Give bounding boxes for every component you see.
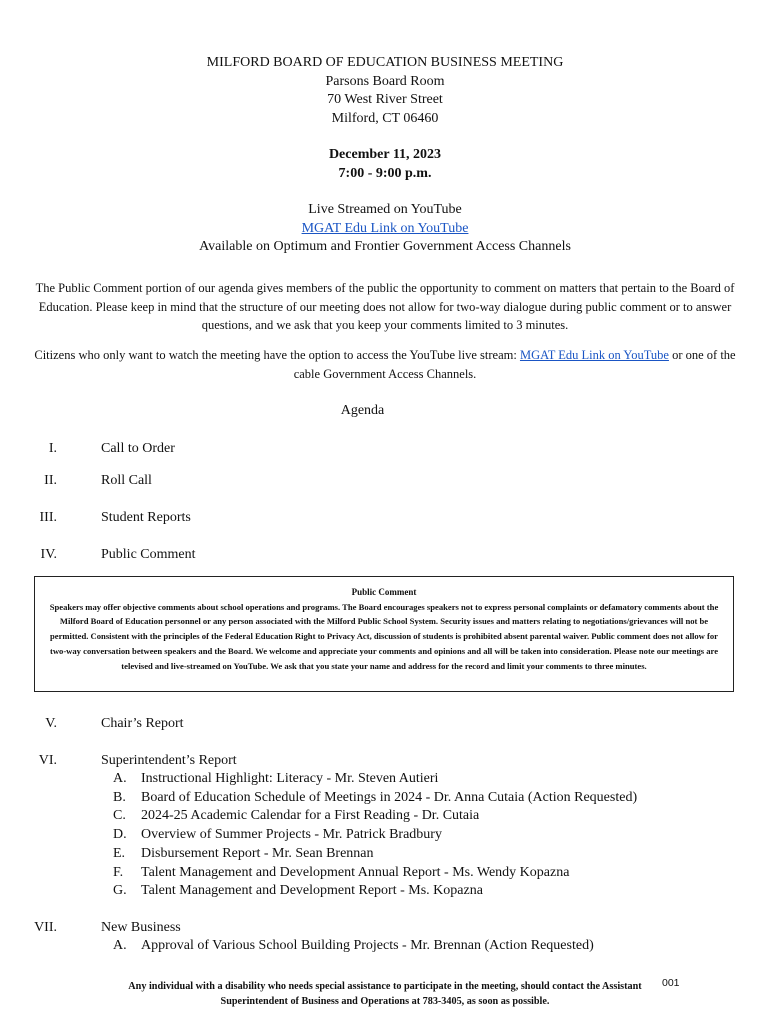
watch-note (30, 346, 740, 383)
meeting-city: Milford, CT 06460 (331, 110, 439, 126)
sub-item-letter: F. (113, 865, 124, 880)
youtube-link[interactable]: MGAT Edu Link on YouTube (301, 220, 469, 236)
sub-item-text: Talent Management and Development Report - Ms. Kopazna (141, 883, 483, 898)
meeting-room: Parsons Board Room (325, 73, 445, 89)
channels-note: Available on Optimum and Frontier Government Access Channels (199, 239, 571, 254)
agenda-item-label: Student Reports (101, 510, 191, 525)
agenda-item-number: IV. (40, 547, 57, 562)
sub-item-text: Disbursement Report - Mr. Sean Brennan (141, 846, 374, 861)
agenda-item-label: Public Comment (101, 547, 196, 562)
sub-item-text: Approval of Various School Building Projects - Mr. Brennan (Action Requested) (141, 938, 594, 953)
meeting-street: 70 West River Street (327, 92, 443, 107)
watch-note-tail: or one of the cable Government Access Channels. (293, 348, 736, 381)
agenda-item-label: Chair’s Report (101, 716, 184, 731)
agenda-item-number: I. (48, 441, 57, 456)
sub-item-text: Board of Education Schedule of Meetings in 2024 - Dr. Anna Cutaia (Action Requested) (141, 790, 638, 805)
sub-item-letter: E. (113, 846, 126, 861)
sub-item-letter: A. (113, 771, 127, 786)
meeting-time: 7:00 - 9:00 p.m. (338, 165, 432, 181)
agenda-item-label: New Business (101, 920, 181, 935)
sub-item-text: Instructional Highlight: Literacy - Mr. Steven Autieri (141, 771, 439, 786)
agenda-item-number: VI. (38, 753, 57, 768)
agenda-item-label: Call to Order (101, 441, 175, 456)
sub-item-letter: A. (113, 938, 127, 953)
sub-item-text: 2024-25 Academic Calendar for a First Reading - Dr. Cutaia (141, 808, 480, 823)
accessibility-footer: Any individual with a disability who needs special assistance to participate in the meeting, should contact the Assistant Superintendent of Business and Operations at 783-3405, as soon as possible. (128, 981, 642, 1007)
agenda-item-number: III. (39, 510, 57, 525)
sub-item-text: Talent Management and Development Annual Report - Ms. Wendy Kopazna (141, 865, 570, 880)
public-comment-intro: The Public Comment portion of our agenda gives members of the public the opportunity to comment on matters that pertain to the Board of Education. Please keep in mind that the structure of our meeting does not allow for two-way dialogue during public comment or to answer questions, and we ask that you keep your comments limited to 3 minutes. (35, 281, 735, 332)
meeting-title: MILFORD BOARD OF EDUCATION BUSINESS MEETING (206, 55, 564, 70)
agenda-item-number: V. (45, 716, 57, 731)
agenda-item-number: II. (44, 473, 57, 488)
sub-item-letter: D. (113, 827, 127, 842)
agenda-item-label: Superintendent’s Report (101, 753, 237, 768)
agenda-item-number: VII. (34, 920, 57, 935)
page-number: 001 (662, 977, 680, 989)
sub-item-letter: C. (113, 808, 126, 823)
public-comment-box-text: Speakers may offer objective comments about school operations and programs. The Board encourages speakers not to express personal complaints or defamatory comments about the Milford Board of Education personnel or any person associated with the Milford Public School System. Security issues and matters relating to negotiations/grievances will not be permitted. Consistent with the principles of the Federal Education Right to Privacy Act, discussion of students is prohibited absent parental waiver. Public comment does not allow for two-way conversation between speakers and the Board. We welcome and appreciate your comments and opinions and all will be taken into consideration. Please note our meetings are televised and live-streamed on YouTube. We ask that you state your name and address for the record and limit your comments to three minutes. (49, 601, 719, 671)
meeting-date: December 11, 2023 (328, 147, 442, 162)
watch-note-text: Citizens who only want to watch the meeting have the option to access the YouTube live stream: (34, 348, 520, 362)
meeting-header (0, 54, 770, 257)
public-comment-box-title: Public Comment (351, 587, 417, 597)
stream-label: Live Streamed on YouTube (308, 202, 462, 217)
youtube-link-inline[interactable]: MGAT Edu Link on YouTube (519, 348, 669, 362)
sub-item-text: Overview of Summer Projects - Mr. Patrick Bradbury (141, 827, 442, 842)
agenda-heading: Agenda (340, 403, 385, 418)
agenda-item-label: Roll Call (101, 473, 152, 488)
sub-item-letter: B. (113, 790, 126, 805)
public-comment-box (34, 576, 734, 692)
sub-item-letter: G. (113, 883, 127, 898)
